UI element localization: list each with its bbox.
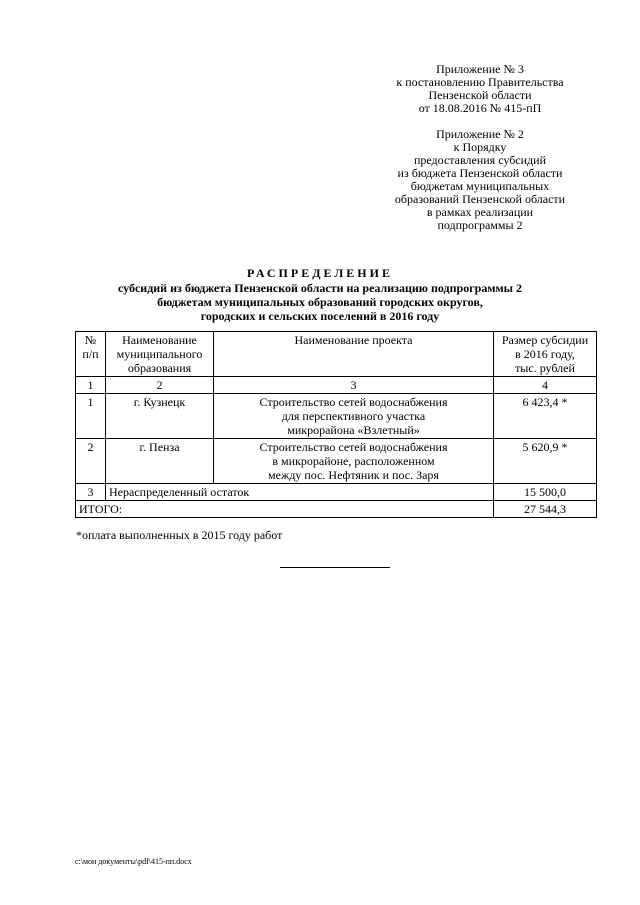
appendix-sub-line: Приложение № 2 [436, 127, 524, 141]
row-num: 3 [76, 484, 106, 501]
header-project: Наименование проекта [214, 332, 494, 377]
total-label: ИТОГО: [76, 501, 494, 518]
column-number-row [76, 377, 597, 394]
row-num: 2 [76, 439, 106, 484]
column-number: 4 [494, 377, 597, 394]
header-amount: Размер субсидии в 2016 году, тыс. рублей [494, 332, 597, 377]
row-project: Строительство сетей водоснабжения в микрорайоне, расположенном между пос. Нефтяник и пос. Заря [214, 439, 494, 484]
distribution-table [75, 331, 597, 518]
document-subtitle-line: бюджетам муниципальных образований городских округов, [157, 295, 483, 309]
appendix-sub-line: образований Пензенской области [394, 192, 566, 206]
column-number: 3 [214, 377, 494, 394]
appendix-sub-line: бюджетам муниципальных [410, 179, 550, 193]
unallocated-label: Нераспределенный остаток [106, 484, 494, 501]
footnote: *оплата выполненных в 2015 году работ [76, 528, 283, 542]
appendix-sub-block [360, 128, 600, 232]
row-municipality: г. Пенза [106, 439, 214, 484]
total-amount: 27 544,3 [494, 501, 597, 518]
appendix-sub-line: к Порядку [453, 140, 507, 154]
column-number: 2 [106, 377, 214, 394]
table-row [76, 439, 597, 484]
appendix-sub-line: в рамках реализации [426, 205, 534, 219]
row-amount: 5 620,9 * [494, 439, 597, 484]
appendix-main-line: Пензенской области [428, 88, 532, 102]
closing-rule [280, 567, 390, 568]
appendix-main-block [360, 63, 600, 115]
document-subtitle-line: субсидий из бюджета Пензенской области на реализацию подпрограммы 2 [117, 281, 523, 295]
appendix-sub-line: из бюджета Пензенской области [397, 166, 563, 180]
row-municipality: г. Кузнецк [106, 394, 214, 439]
appendix-sub-line: предоставления субсидий [413, 153, 547, 167]
table-row [76, 394, 597, 439]
document-subtitle-line: городских и сельских поселений в 2016 году [200, 309, 440, 323]
row-num: 1 [76, 394, 106, 439]
header-municipality: Наименование муниципального образования [106, 332, 214, 377]
unallocated-row [76, 484, 597, 501]
column-number: 1 [76, 377, 106, 394]
appendix-main-line: от 18.08.2016 № 415-пП [418, 101, 542, 115]
appendix-sub-line: подпрограммы 2 [437, 218, 523, 232]
total-row [76, 501, 597, 518]
table-header-row [76, 332, 597, 377]
unallocated-amount: 15 500,0 [494, 484, 597, 501]
appendix-main-line: к постановлению Правительства [396, 75, 564, 89]
document-heading [60, 266, 580, 323]
row-amount: 6 423,4 * [494, 394, 597, 439]
file-path: c:\мои документы\pdf\415-пп.docx [75, 857, 192, 866]
document-title: РАСПРЕДЕЛЕНИЕ [247, 266, 393, 280]
row-project: Строительство сетей водоснабжения для перспективного участка микрорайона «Взлетный» [214, 394, 494, 439]
header-num: № п/п [76, 332, 106, 377]
appendix-main-line: Приложение № 3 [436, 62, 524, 76]
